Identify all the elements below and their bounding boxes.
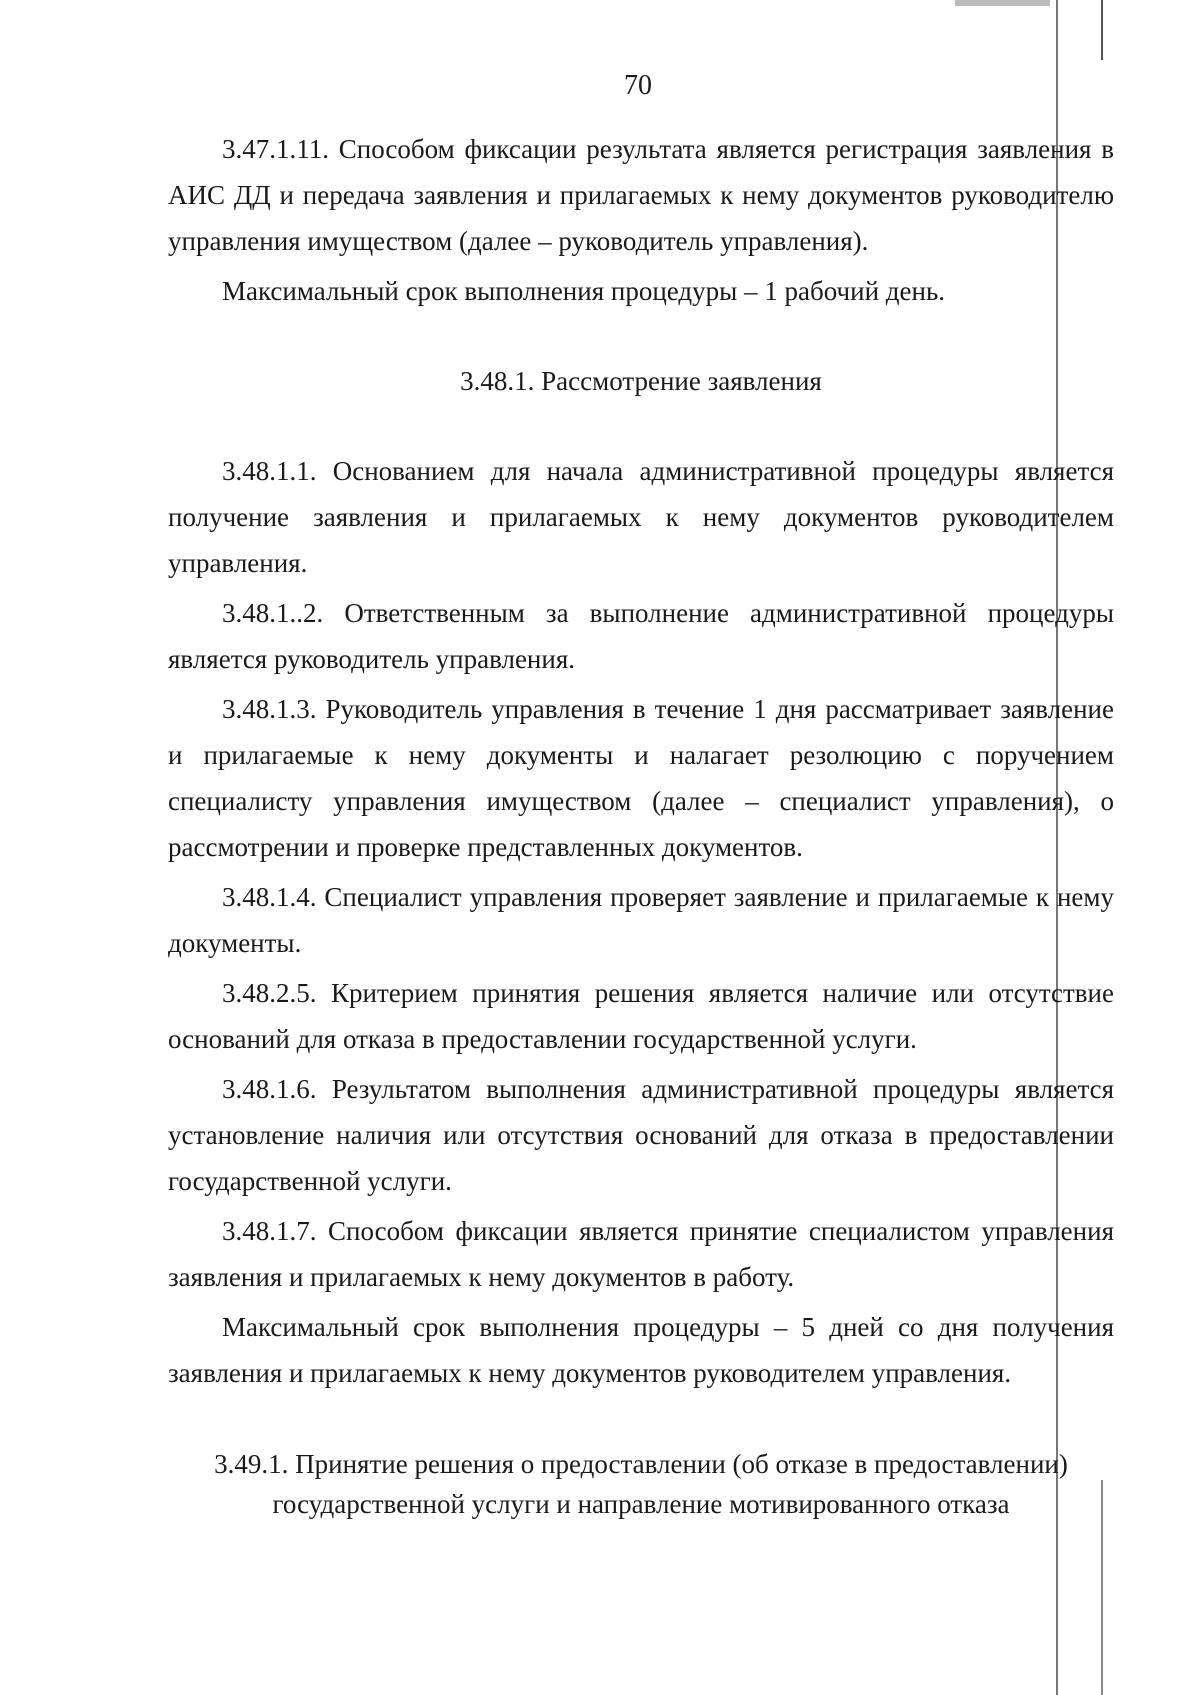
paragraph-3-48-1-1: 3.48.1.1. Основанием для начала административной процедуры является получение заявления и прилагаемых к нему документов руководителем управления. xyxy=(168,456,1114,578)
document-body xyxy=(168,126,1114,1524)
paragraph-3-47-1-11: 3.47.1.11. Способом фиксации результата является регистрация заявления в АИС ДД и передача заявления и прилагаемых к нему документов руководителю управления имуществом (далее – руководитель управления). xyxy=(168,134,1114,256)
paragraph-max-term-5: Максимальный срок выполнения процедуры – 5 дней со дня получения заявления и прилагаемых к нему документов руководителем управления. xyxy=(168,1312,1114,1388)
section-heading-3-48-1: 3.48.1. Рассмотрение заявления xyxy=(460,366,822,396)
paragraph-3-48-1-7: 3.48.1.7. Способом фиксации является принятие специалистом управления заявления и прилагаемых к нему документов в работу. xyxy=(168,1216,1114,1292)
page-number: 70 xyxy=(624,70,652,101)
paragraph-3-48-1-4: 3.48.1.4. Специалист управления проверяет заявление и прилагаемые к нему документы. xyxy=(168,882,1114,958)
paragraph-3-48-1-3: 3.48.1.3. Руководитель управления в течение 1 дня рассматривает заявление и прилагаемые к нему документы и налагает резолюцию с поручением специалисту управления имуществом (далее – специалист управления), о рассмотрении и проверке представленных документов. xyxy=(168,694,1114,862)
scan-artifact-top xyxy=(955,0,1050,6)
paragraph-3-48-2-5: 3.48.2.5. Критерием принятия решения является наличие или отсутствие оснований для отказа в предоставлении государственной услуги. xyxy=(168,978,1114,1054)
scan-margin-line-top xyxy=(1101,0,1103,60)
paragraph-3-48-1-2: 3.48.1..2. Ответственным за выполнение административной процедуры является руководитель управления. xyxy=(168,598,1114,674)
section-heading-3-49-1: 3.49.1. Принятие решения о предоставлении (об отказе в предоставлении) государственной услуги и направление мотивированного отказа xyxy=(214,1449,1068,1519)
paragraph-max-term-1: Максимальный срок выполнения процедуры – 1 рабочий день. xyxy=(222,276,946,306)
paragraph-3-48-1-6: 3.48.1.6. Результатом выполнения административной процедуры является установление наличия или отсутствия оснований для отказа в предоставлении государственной услуги. xyxy=(168,1074,1114,1196)
